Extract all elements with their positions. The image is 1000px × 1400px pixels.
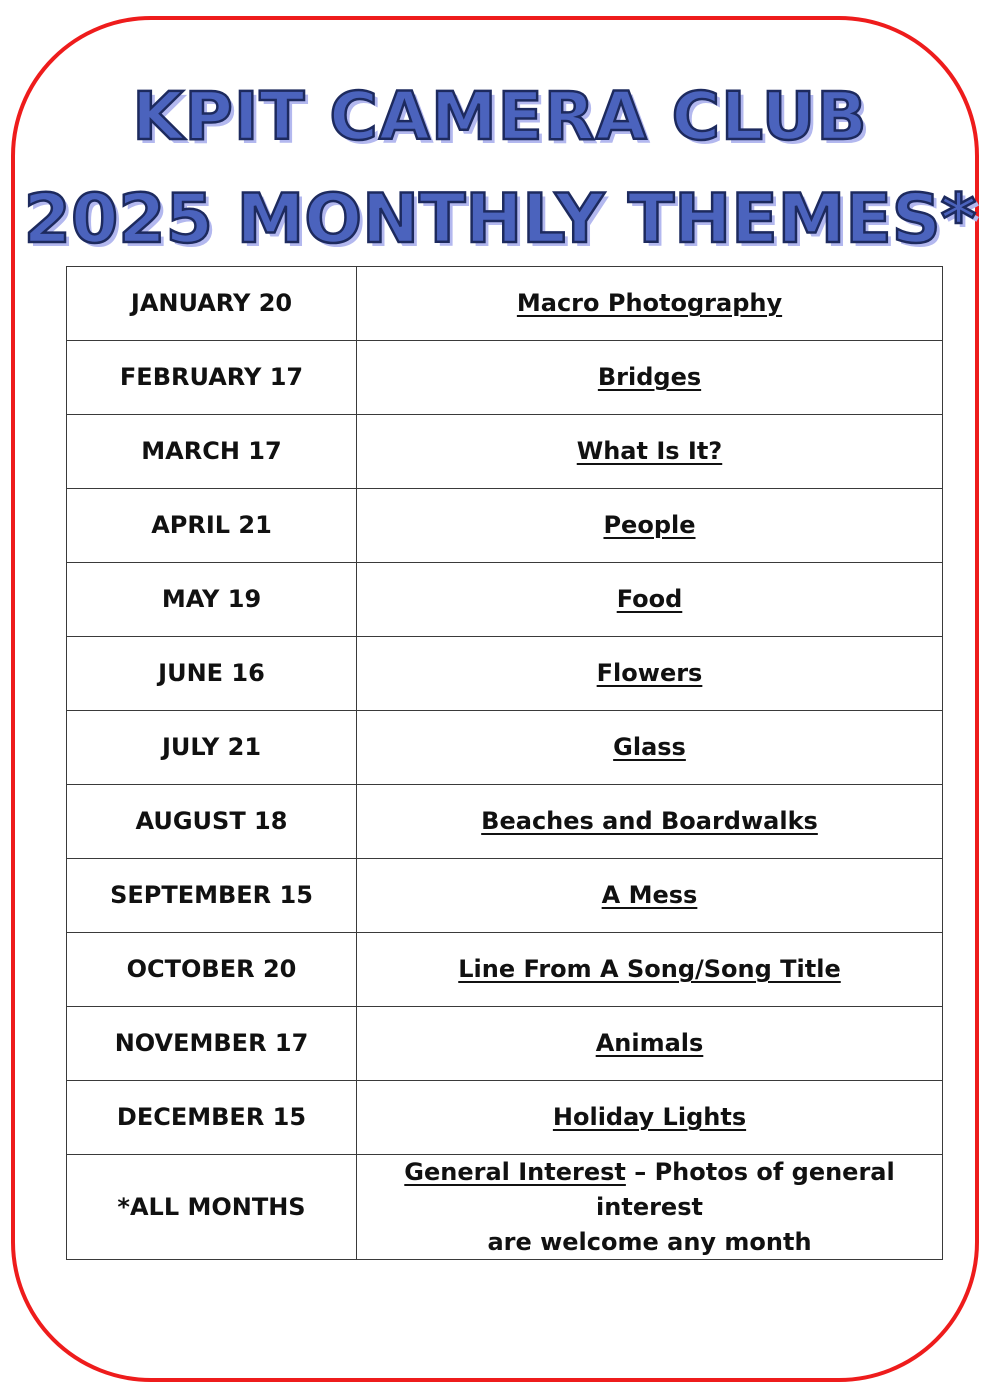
table-row bbox=[67, 563, 943, 637]
theme-cell bbox=[357, 267, 943, 341]
theme-label: Macro Photography bbox=[516, 289, 783, 318]
date-cell: JANUARY 20 bbox=[67, 267, 357, 341]
all-months-note-line1 bbox=[357, 1155, 942, 1225]
theme-label: Beaches and Boardwalks bbox=[481, 807, 818, 836]
table-row bbox=[67, 1007, 943, 1081]
theme-label: Line From A Song/Song Title bbox=[458, 955, 841, 984]
theme-cell bbox=[357, 1007, 943, 1081]
table-row bbox=[67, 859, 943, 933]
theme-cell bbox=[357, 415, 943, 489]
table-row bbox=[67, 489, 943, 563]
theme-cell bbox=[357, 563, 943, 637]
theme-cell bbox=[357, 489, 943, 563]
date-cell: JUNE 16 bbox=[67, 637, 357, 711]
all-months-note-rest: – Photos of general interest bbox=[596, 1158, 895, 1221]
table-row bbox=[67, 637, 943, 711]
theme-label: A Mess bbox=[601, 881, 698, 910]
date-cell: MARCH 17 bbox=[67, 415, 357, 489]
theme-label: People bbox=[603, 511, 696, 540]
table-row-all-months bbox=[67, 1155, 943, 1260]
date-cell: AUGUST 18 bbox=[67, 785, 357, 859]
theme-cell bbox=[357, 1155, 943, 1260]
date-cell: FEBRUARY 17 bbox=[67, 341, 357, 415]
theme-label: Bridges bbox=[597, 363, 702, 392]
theme-cell bbox=[357, 637, 943, 711]
date-cell: JULY 21 bbox=[67, 711, 357, 785]
theme-label: Flowers bbox=[596, 659, 703, 688]
theme-cell bbox=[357, 341, 943, 415]
date-cell: DECEMBER 15 bbox=[67, 1081, 357, 1155]
theme-cell bbox=[357, 933, 943, 1007]
date-cell: NOVEMBER 17 bbox=[67, 1007, 357, 1081]
theme-cell bbox=[357, 859, 943, 933]
theme-label: General Interest bbox=[404, 1158, 626, 1186]
theme-label: Holiday Lights bbox=[552, 1103, 747, 1132]
themes-title: 2025 MONTHLY THEMES* bbox=[23, 180, 977, 259]
date-cell: SEPTEMBER 15 bbox=[67, 859, 357, 933]
theme-label: What Is It? bbox=[576, 437, 723, 466]
theme-label: Animals bbox=[595, 1029, 704, 1058]
date-cell: APRIL 21 bbox=[67, 489, 357, 563]
table-row bbox=[67, 785, 943, 859]
theme-label: Glass bbox=[613, 733, 686, 762]
date-cell: MAY 19 bbox=[67, 563, 357, 637]
theme-label: Food bbox=[616, 585, 683, 614]
theme-cell bbox=[357, 785, 943, 859]
theme-cell bbox=[357, 711, 943, 785]
table-row bbox=[67, 933, 943, 1007]
club-title: KPIT CAMERA CLUB bbox=[132, 78, 868, 155]
theme-cell bbox=[357, 1081, 943, 1155]
table-row bbox=[67, 1081, 943, 1155]
table-row bbox=[67, 711, 943, 785]
table-row bbox=[67, 415, 943, 489]
table-row bbox=[67, 341, 943, 415]
date-cell: *ALL MONTHS bbox=[67, 1155, 357, 1260]
table-row bbox=[67, 267, 943, 341]
themes-table bbox=[66, 266, 943, 1260]
all-months-note-line2: are welcome any month bbox=[487, 1227, 812, 1256]
date-cell: OCTOBER 20 bbox=[67, 933, 357, 1007]
